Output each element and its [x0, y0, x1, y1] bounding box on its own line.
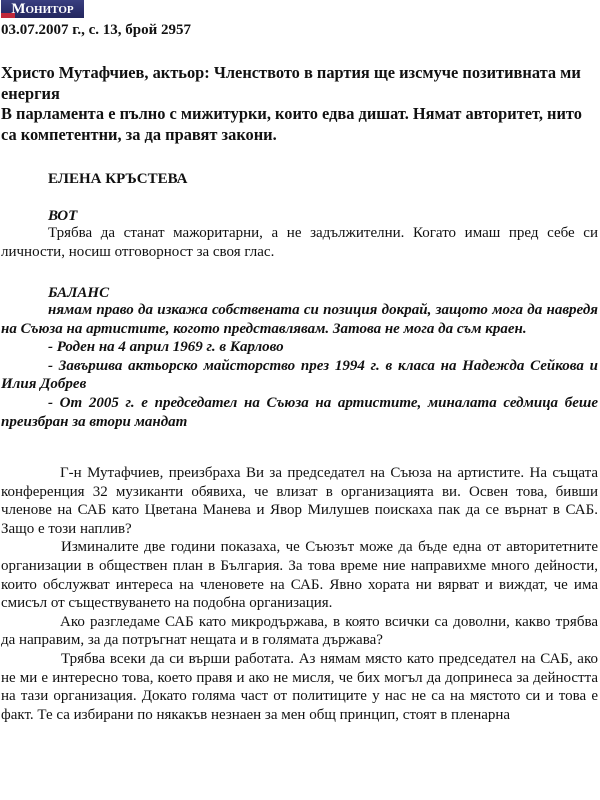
question-paragraph: Ако разгледаме САБ като микродържава, в която всички са доволни, какво трябва да направим, за да потръгнат нещата и в голямата държава?	[1, 613, 598, 649]
answer-paragraph: Изминалите две години показаха, че Съюзът може да бъде една от авторитетните организации в обществен план в България. За това време ние направихме много дейности, които обслужват интереса на членовете на САБ. Явно хората ни вярват и виждат, че има смисъл от съществуването на подобна организация.	[1, 539, 598, 612]
section-vot-text	[1, 224, 598, 261]
question-paragraph: Г-н Мутафчиев, преизбраха Ви за председател на Съюза на артистите. На същата конференция 32 музиканти обявиха, че влизат в организацията ви. Освен това, бивши членове на САБ като Цветана Манева и Явор Милушев поискаха пак да се върнат в САБ. Защо е този наплив?	[1, 465, 598, 537]
headline-block	[1, 63, 599, 145]
article-subheadline: В парламента е пълно с мижитурки, които едва дишат. Нямат авторитет, нито са компетентни, за да правят закони.	[1, 104, 582, 144]
bio-item: - Завършва актьорско майсторство през 1994 г. в класа на Надежда Сейкова и Илия Добрев	[1, 357, 598, 393]
section-title-balans: БАЛАНС	[48, 285, 110, 301]
publication-meta: 03.07.2007 г., с. 13, брой 2957	[1, 22, 192, 38]
publication-logo	[1, 0, 84, 18]
article-headline: Христо Мутафчиев, актьор: Членството в партия ще изсмуче позитивната ми енергия	[1, 63, 581, 103]
bio-item: - От 2005 г. е председател на Съюза на артистите, миналата седмица беше преизбран за втори мандат	[1, 394, 598, 430]
bio-item: - Роден на 4 април 1969 г. в Карлово	[48, 339, 284, 356]
logo-text: Монитор	[11, 1, 74, 17]
paragraph: Трябва да станат мажоритарни, а не задължителни. Когато имаш пред себе си личности, носиш отговорност за своя глас.	[1, 225, 598, 260]
article-author: ЕЛЕНА КРЪСТЕВА	[48, 171, 188, 187]
answer-paragraph: Трябва всеки да си върши работата. Аз нямам място като председател на САБ, ако не ми е интересно това, което правя и ако не мисля, че бих могъл да допринеса за дейността на тази организация. Докато голяма част от политиците у нас не са на мястото си и това е факт. Те са избирани по някакъв незнаен за мен общ принцип, стоят в пленарна	[1, 650, 598, 723]
section-balans-text	[1, 301, 598, 431]
paragraph: нямам право да изкажа собствената си позиция докрай, защото мога да навредя на Съюза на артистите, когото представлявам. Затова не мога да съм краен.	[1, 302, 598, 337]
section-title-vot: ВОТ	[48, 208, 78, 224]
article-body	[1, 464, 598, 724]
